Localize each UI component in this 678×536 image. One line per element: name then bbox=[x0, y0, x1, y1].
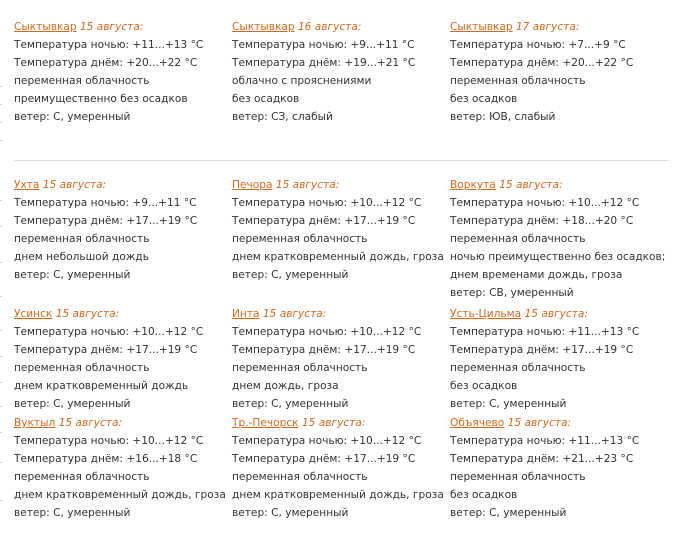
edge-mark bbox=[0, 104, 2, 105]
forecast-date: 15 августа: bbox=[79, 21, 144, 33]
edge-mark bbox=[0, 296, 2, 297]
edge-mark bbox=[0, 356, 2, 357]
forecast-card-header bbox=[450, 176, 668, 194]
forecast-date: 15 августа: bbox=[55, 308, 120, 320]
forecast-detail-line: переменная облачность bbox=[14, 362, 150, 374]
forecast-card bbox=[450, 18, 668, 126]
forecast-detail-line: Температура ночью: +11...+13 °C bbox=[450, 435, 640, 447]
city-link[interactable]: Сыктывкар bbox=[450, 21, 513, 33]
forecast-detail-line: ветер: СЗ, слабый bbox=[232, 111, 333, 123]
forecast-detail-line: переменная облачность bbox=[232, 471, 368, 483]
forecast-date: 15 августа: bbox=[524, 308, 588, 320]
forecast-date: 15 августа: bbox=[275, 179, 340, 191]
forecast-detail-line: Температура днём: +20...+22 °C bbox=[14, 57, 198, 69]
forecast-detail-line: ветер: С, умеренный bbox=[14, 269, 131, 281]
forecast-date: 16 августа: bbox=[297, 21, 362, 33]
forecast-card bbox=[450, 176, 668, 302]
forecast-detail-line: Температура ночью: +10...+12 °C bbox=[14, 326, 204, 338]
forecast-date: 15 августа: bbox=[42, 179, 107, 191]
city-link[interactable]: Сыктывкар bbox=[14, 21, 77, 33]
forecast-detail-line: ветер: ЮВ, слабый bbox=[450, 111, 556, 123]
city-link[interactable]: Усть-Цильма bbox=[450, 308, 522, 320]
forecast-detail-line: переменная облачность bbox=[232, 362, 368, 374]
forecast-card bbox=[450, 414, 668, 522]
forecast-date: 15 августа: bbox=[262, 308, 327, 320]
forecast-card bbox=[232, 305, 450, 413]
forecast-date: 15 августа: bbox=[507, 417, 572, 429]
forecast-card-header bbox=[232, 176, 450, 194]
forecast-detail-line: переменная облачность bbox=[450, 233, 586, 245]
forecast-detail-line: без осадков bbox=[450, 380, 518, 392]
forecast-detail-line: Температура ночью: +10...+12 °C bbox=[232, 435, 422, 447]
edge-mark bbox=[0, 330, 2, 331]
forecast-card-header bbox=[450, 414, 668, 432]
forecast-card bbox=[14, 305, 232, 413]
forecast-detail-line: Температура днём: +17...+19 °C bbox=[232, 344, 416, 356]
forecast-date: 15 августа: bbox=[499, 179, 563, 191]
forecast-detail-line: Температура ночью: +10...+12 °C bbox=[232, 197, 422, 209]
forecast-detail-line: переменная облачность bbox=[450, 471, 586, 483]
forecast-card bbox=[232, 176, 450, 284]
edge-mark bbox=[0, 462, 2, 463]
forecast-detail-line: переменная облачность bbox=[450, 75, 586, 87]
forecast-detail-line: Температура ночью: +11...+13 °C bbox=[14, 39, 204, 51]
edge-mark bbox=[0, 382, 2, 383]
forecast-card bbox=[14, 414, 232, 522]
forecast-detail-line: Температура днём: +17...+19 °C bbox=[14, 215, 198, 227]
forecast-detail-line: переменная облачность bbox=[450, 362, 586, 374]
forecast-detail-line: ветер: С, умеренный bbox=[14, 507, 131, 519]
forecast-detail-line: ветер: С, умеренный bbox=[450, 398, 567, 410]
forecast-detail-line: днем кратковременный дождь, гроза bbox=[232, 251, 444, 263]
forecast-detail-line: без осадков bbox=[450, 93, 518, 105]
forecast-detail-line: Температура ночью: +9...+11 °C bbox=[14, 197, 197, 209]
forecast-detail-line: Температура ночью: +10...+12 °C bbox=[450, 197, 640, 209]
forecast-date: 15 августа: bbox=[58, 417, 123, 429]
forecast-detail-line: Температура ночью: +10...+12 °C bbox=[232, 326, 422, 338]
forecast-card bbox=[232, 18, 450, 126]
forecast-detail-line: Температура днём: +21...+23 °C bbox=[450, 453, 634, 465]
forecast-detail-line: переменная облачность bbox=[232, 233, 368, 245]
edge-mark bbox=[0, 406, 2, 407]
forecast-detail-line: днем кратковременный дождь, гроза bbox=[14, 489, 226, 501]
edge-mark bbox=[0, 500, 2, 501]
city-link[interactable]: Инта bbox=[232, 308, 260, 320]
forecast-card-header bbox=[14, 176, 232, 194]
forecast-date: 17 августа: bbox=[515, 21, 580, 33]
forecast-detail-line: Температура днём: +17...+19 °C bbox=[14, 344, 198, 356]
forecast-detail-line: Температура днём: +17...+19 °C bbox=[450, 344, 634, 356]
forecast-detail-line: Температура днём: +16...+18 °C bbox=[14, 453, 198, 465]
forecast-detail-line: днем дождь, гроза bbox=[232, 380, 339, 392]
forecast-card-header bbox=[14, 305, 232, 323]
forecast-detail-line: Температура ночью: +7...+9 °C bbox=[450, 39, 626, 51]
section-divider bbox=[14, 160, 668, 161]
forecast-detail-line: ночью преимущественно без осадков; bbox=[450, 251, 666, 263]
edge-mark bbox=[0, 86, 2, 87]
forecast-detail-line: ветер: С, умеренный bbox=[232, 269, 349, 281]
forecast-date: 15 августа: bbox=[301, 417, 366, 429]
edge-mark bbox=[0, 226, 2, 227]
forecast-detail-line: ветер: СВ, умеренный bbox=[450, 287, 574, 299]
forecast-detail-line: Температура ночью: +9...+11 °C bbox=[232, 39, 415, 51]
edge-mark bbox=[0, 140, 2, 141]
forecast-detail-line: без осадков bbox=[232, 93, 300, 105]
forecast-detail-line: днем временами дождь, гроза bbox=[450, 269, 623, 281]
forecast-card-header bbox=[232, 18, 450, 36]
forecast-detail-line: Температура днём: +17...+19 °C bbox=[232, 453, 416, 465]
city-link[interactable]: Объячево bbox=[450, 417, 505, 429]
forecast-detail-line: днем небольшой дождь bbox=[14, 251, 149, 263]
forecast-detail-line: переменная облачность bbox=[14, 75, 150, 87]
forecast-card-header bbox=[232, 305, 450, 323]
city-link[interactable]: Ухта bbox=[14, 179, 40, 191]
forecast-detail-line: Температура днём: +20...+22 °C bbox=[450, 57, 634, 69]
forecast-detail-line: преимущественно без осадков bbox=[14, 93, 188, 105]
edge-mark bbox=[0, 262, 2, 263]
city-link[interactable]: Воркута bbox=[450, 179, 496, 191]
forecast-card-header bbox=[450, 305, 668, 323]
forecast-detail-line: переменная облачность bbox=[14, 233, 150, 245]
forecast-card bbox=[232, 414, 450, 522]
edge-mark bbox=[0, 200, 2, 201]
edge-mark bbox=[0, 122, 2, 123]
forecast-detail-line: ветер: С, умеренный bbox=[450, 507, 567, 519]
forecast-detail-line: Температура днём: +18...+20 °C bbox=[450, 215, 634, 227]
forecast-detail-line: ветер: С, умеренный bbox=[232, 398, 349, 410]
forecast-detail-line: ветер: С, умеренный bbox=[14, 111, 131, 123]
forecast-detail-line: без осадков bbox=[450, 489, 518, 501]
forecast-detail-line: переменная облачность bbox=[14, 471, 150, 483]
forecast-detail-line: облачно с прояснениями bbox=[232, 75, 372, 87]
edge-mark bbox=[0, 432, 2, 433]
forecast-detail-line: ветер: С, умеренный bbox=[232, 507, 349, 519]
forecast-detail-line: Температура днём: +19...+21 °C bbox=[232, 57, 416, 69]
forecast-card-header bbox=[450, 18, 668, 36]
forecast-card-header bbox=[14, 18, 232, 36]
city-link[interactable]: Усинск bbox=[14, 308, 53, 320]
forecast-detail-line: днем кратковременный дождь bbox=[14, 380, 189, 392]
forecast-card-header bbox=[14, 414, 232, 432]
forecast-card-header bbox=[232, 414, 450, 432]
forecast-card bbox=[450, 305, 668, 413]
forecast-detail-line: Температура ночью: +11...+13 °C bbox=[450, 326, 640, 338]
city-link[interactable]: Печора bbox=[232, 179, 273, 191]
city-link[interactable]: Вуктыл bbox=[14, 417, 56, 429]
forecast-card bbox=[14, 176, 232, 284]
city-link[interactable]: Сыктывкар bbox=[232, 21, 295, 33]
forecast-detail-line: днем кратковременный дождь, гроза bbox=[232, 489, 444, 501]
forecast-detail-line: Температура днём: +17...+19 °C bbox=[232, 215, 416, 227]
city-link[interactable]: Тр.-Печорск bbox=[232, 417, 299, 429]
forecast-detail-line: ветер: С, умеренный bbox=[14, 398, 131, 410]
forecast-detail-line: Температура ночью: +10...+12 °C bbox=[14, 435, 204, 447]
forecast-card bbox=[14, 18, 232, 126]
